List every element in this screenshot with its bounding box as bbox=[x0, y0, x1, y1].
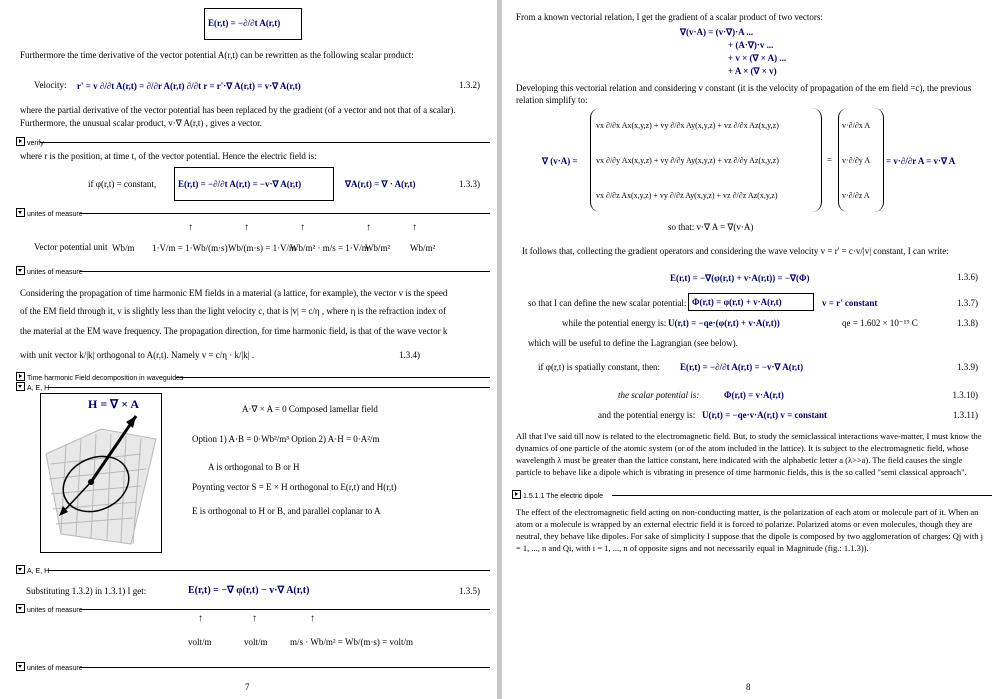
up-arrow-icon: ↑ bbox=[188, 222, 193, 233]
region-units-4-label: unites of measure bbox=[27, 665, 83, 672]
eq-136: E(r,t) = −∇(φ(r,t) + v·A(r,t)) = −∇(Φ) bbox=[670, 273, 810, 283]
region-divider bbox=[612, 495, 992, 496]
eq-1310-number: 1.3.10) bbox=[952, 390, 978, 400]
matrix-lhs: ∇ (v·A) = bbox=[542, 156, 578, 166]
region-divider bbox=[80, 271, 490, 272]
matrix-row: vx ∂/∂y Ax(x,y,z) + vy ∂/∂y Ay(x,y,z) + vz ∂/∂y Az(x,y,z) bbox=[596, 156, 779, 165]
page-right bbox=[502, 0, 999, 699]
collapse-icon[interactable] bbox=[16, 662, 25, 671]
unit-term: 1·V/m = 1·Wb/(m·s) bbox=[152, 243, 228, 253]
paragraph-dipole: The effect of the electromagnetic field acting on non-conducting matter, is the polarization of each atom or molecule part of it. When an atom or a molecule is wrapped by an external electric field it is forced to polarize. Polarized atoms or even molecules, though they are neutral, they behave like dipoles. For sake of simplicity I suppose that the dipole is composed by two agglomeration of charges: Qj with j = 1, ..., n and Qi, with i = 1, ..., n of opposite signs and not necessarily equal in Magnitude (fig.: 1.1.3)). bbox=[516, 507, 984, 553]
region-harmonic-label: Time harmonic Field decomposition in waveguides bbox=[27, 375, 184, 382]
eq-1311: U(r,t) = −qe·v·A(r,t) v = constant bbox=[702, 410, 827, 420]
field-eq-number: 1.3.3) bbox=[459, 179, 480, 189]
unit-term: m/s · Wb/m² = Wb/(m·s) = volt/m bbox=[290, 637, 414, 647]
collapse-icon[interactable] bbox=[16, 604, 25, 613]
note-line-1: where the partial derivative of the vector potential has been replaced by the gradient (of a vector and not that of a scalar). bbox=[20, 105, 456, 115]
intro-text: From a known vectorial relation, I get the gradient of a scalar product of two vectors: bbox=[516, 12, 823, 22]
eq-138-number: 1.3.8) bbox=[957, 318, 978, 328]
electron-charge: qe = 1.602 × 10⁻¹⁹ C bbox=[842, 318, 918, 328]
follows-text: It follows that, collecting the gradient operators and considering the wave velocity v = r' = c·v/|v| constant, I can write: bbox=[522, 246, 949, 256]
paragraph-semiclassical: All that I've said till now is related to the electromagnetic field. But, to study the semiclassical interactions wave-matter, I must know the dynamics of one particle of the atomic system (or of the atom included in the lattice). It is subject to the electromagnetic field, whose wavelength λ must be greater than the lattice constant, here indicated with the alphabetic letter a (λ>>a). The field causes the single particle to behave like a dipole which is vibrating in presence of time harmonic fields, this is the so called "semi classical approach". bbox=[516, 431, 982, 477]
gradient-eq-line: + A × (∇ × v) bbox=[728, 66, 777, 76]
velocity-eq: r' = v ∂/∂t A(r,t) = ∂/∂r A(r,t) ∂/∂t r = r'·∇ A(r,t) = v·∇ A(r,t) bbox=[77, 81, 301, 91]
up-arrow-icon: ↑ bbox=[244, 222, 249, 233]
region-units-label: unites of measure bbox=[27, 211, 83, 218]
gradient-eq-line: + v × (∇ × A) ... bbox=[728, 53, 787, 63]
propagation-line-4: with unit vector k/|k| orthogonal to A(r,t). Namely v = c/η · k/|k| . bbox=[20, 350, 255, 360]
eq-137-constant: v = r' constant bbox=[822, 298, 878, 308]
up-arrow-icon: ↑ bbox=[252, 613, 257, 624]
region-units[interactable] bbox=[16, 208, 83, 219]
propagation-line-1: Considering the propagation of time harmonic EM fields in a material (a lattice, for example), the vector v is the speed bbox=[20, 288, 448, 298]
eq-1311-number: 1.3.11) bbox=[952, 410, 978, 420]
region-units-4[interactable] bbox=[16, 662, 83, 673]
collapse-icon[interactable] bbox=[16, 266, 25, 275]
matrix-rhs-row: v·∂/∂x A bbox=[842, 121, 871, 130]
gradient-eq-line: ∇(v·A) = (v·∇)·A ... bbox=[680, 27, 754, 37]
field-eq: E(r,t) = −∂/∂t A(r,t) = −v·∇ A(r,t) bbox=[178, 179, 302, 189]
figure-title: H = ∇ × A bbox=[88, 397, 140, 411]
up-arrow-icon: ↑ bbox=[198, 613, 203, 624]
note-line-2: Furthermore, the unusual scalar product, v·∇ A(r,t) , gives a vector. bbox=[20, 118, 262, 128]
region-units-3-label: unites of measure bbox=[27, 607, 83, 614]
propagation-line-3: the material at the EM wave frequency. The propagation direction, for time harmonic field, is that of the wave vector k bbox=[20, 326, 448, 336]
collapse-icon[interactable] bbox=[16, 208, 25, 217]
region-verify-label: verify bbox=[27, 140, 44, 147]
eq-top: E(r,t) = −∂/∂t A(r,t) bbox=[208, 18, 281, 28]
region-units-end-label: unites of measure bbox=[27, 269, 83, 276]
collapse-icon[interactable] bbox=[16, 382, 25, 391]
unit-term: Wb/m² · m/s = 1·V/m bbox=[290, 243, 369, 253]
velocity-eq-number: 1.3.2) bbox=[459, 80, 480, 90]
unit-term: Wb/m bbox=[112, 243, 135, 253]
poynting-relation: Poynting vector S = E × H orthogonal to E(r,t) and H(r,t) bbox=[192, 482, 397, 492]
substitution-label: Substituting 1.3.2) in 1.3.1) I get: bbox=[26, 586, 147, 596]
potential-energy-2-label: and the potential energy is: bbox=[598, 410, 696, 420]
region-units-3[interactable] bbox=[16, 604, 83, 615]
equals-sign: = bbox=[827, 155, 833, 165]
up-arrow-icon: ↑ bbox=[310, 613, 315, 624]
region-electric-dipole[interactable] bbox=[512, 490, 603, 501]
up-arrow-icon: ↑ bbox=[300, 222, 305, 233]
unit-term: Wb/m² bbox=[410, 243, 436, 253]
propagation-eq-number: 1.3.4) bbox=[399, 350, 420, 360]
region-aeh-end-label: A, E, H bbox=[27, 568, 50, 575]
relation-coplanar: E is orthogonal to H or B, and parallel coplanar to A bbox=[192, 506, 381, 516]
eq-137: Φ(r,t) = φ(r,t) + v·A(r,t) bbox=[692, 297, 782, 307]
development-line-2: relation simplify to: bbox=[516, 95, 588, 105]
potential-energy-label: while the potential energy is: bbox=[562, 318, 667, 328]
development-line-1: Developing this vectorial relation and considering v constant (it is the velocity of propagation of the em field =c), the previous bbox=[516, 83, 972, 93]
unit-term: volt/m bbox=[188, 637, 212, 647]
page-number: 7 bbox=[245, 682, 250, 692]
relation-lamellar: A·∇ × A = 0 Composed lamellar field bbox=[242, 404, 378, 414]
page-number: 8 bbox=[746, 682, 751, 692]
unit-term: Wb/m² bbox=[365, 243, 391, 253]
relation-options: Option 1) A·B = 0·Wb²/m³ Option 2) A·H = 0·A²/m bbox=[192, 434, 380, 444]
substitution-eq: E(r,t) = −∇ φ(r,t) − v·∇ A(r,t) bbox=[188, 585, 310, 596]
relation-orthogonal: A is orthogonal to B or H bbox=[208, 462, 300, 472]
vector-potential-unit-label: Vector potential unit bbox=[34, 242, 108, 252]
substitution-eq-number: 1.3.5) bbox=[459, 586, 480, 596]
matrix-row: vx ∂/∂x Ax(x,y,z) + vy ∂/∂x Ay(x,y,z) + vz ∂/∂x Az(x,y,z) bbox=[596, 121, 779, 130]
up-arrow-icon: ↑ bbox=[412, 222, 417, 233]
region-units-end[interactable] bbox=[16, 266, 83, 277]
region-divider bbox=[176, 377, 490, 378]
region-electric-dipole-label: 1.5.1.1 The electric dipole bbox=[523, 493, 604, 500]
lagrangian-text: which will be useful to define the Lagrangian (see below). bbox=[528, 338, 738, 348]
matrix-row: vx ∂/∂z Ax(x,y,z) + vy ∂/∂z Ay(x,y,z) + vz ∂/∂z Az(x,y,z) bbox=[596, 191, 778, 200]
gradient-eq-line: + (A·∇)·v ... bbox=[728, 40, 774, 50]
region-divider bbox=[80, 213, 490, 214]
region-divider bbox=[80, 609, 490, 610]
eq-139-number: 1.3.9) bbox=[957, 362, 978, 372]
field-condition: if φ(r,t) = constant, bbox=[88, 179, 157, 189]
up-arrow-icon: ↑ bbox=[366, 222, 371, 233]
lamellar-field-illustration bbox=[41, 394, 161, 552]
region-divider bbox=[40, 142, 490, 143]
propagation-line-2: of the EM field through it, v is slightly less than the light velocity c, that is |v| = c/η , where η is the refraction index of bbox=[20, 306, 447, 316]
eq-136-number: 1.3.6) bbox=[957, 272, 978, 282]
intro-text: Furthermore the time derivative of the vector potential A(r,t) can be rewritten as the following scalar product: bbox=[20, 50, 414, 60]
matrix-rhs-row: v·∂/∂y A bbox=[842, 156, 871, 165]
collapse-icon[interactable] bbox=[16, 565, 25, 574]
eq-137-number: 1.3.7) bbox=[957, 298, 978, 308]
eq-139-condition: if φ(r,t) is spatially constant, then: bbox=[538, 362, 661, 372]
matrix-rhs-row: v·∂/∂z A bbox=[842, 191, 870, 200]
expand-icon[interactable] bbox=[16, 137, 25, 146]
region-aeh-label: A, E, H bbox=[27, 385, 50, 392]
eq-138: U(r,t) = −qe·(φ(r,t) + v·A(r,t)) bbox=[668, 318, 780, 328]
so-that-eq: so that: v·∇ A = ∇(v·A) bbox=[668, 222, 754, 232]
region-divider bbox=[48, 570, 490, 571]
region-divider bbox=[48, 387, 490, 388]
eq-1310: Φ(r,t) = v·A(r,t) bbox=[724, 390, 784, 400]
expand-icon[interactable] bbox=[16, 372, 25, 381]
matrix-tail: = v·∂/∂r A = v·∇ A bbox=[886, 156, 956, 166]
unit-term: volt/m bbox=[244, 637, 268, 647]
scalar-potential-is-label: the scalar potential is: bbox=[618, 390, 700, 400]
eq-139: E(r,t) = −∂/∂t A(r,t) = −v·∇ A(r,t) bbox=[680, 362, 804, 372]
velocity-label: Velocity: bbox=[34, 80, 67, 90]
region-aeh[interactable] bbox=[16, 382, 49, 393]
scalar-potential-label: so that I can define the new scalar potential: bbox=[528, 298, 687, 308]
unit-term: Wb/(m·s) = 1·V/m bbox=[228, 243, 297, 253]
page-left bbox=[0, 0, 497, 699]
expand-icon[interactable] bbox=[512, 490, 521, 499]
field-figure bbox=[40, 393, 162, 553]
field-eq-gradient: ∇A(r,t) = ∇ · A(r,t) bbox=[345, 179, 416, 189]
region-aeh-end[interactable] bbox=[16, 565, 49, 576]
position-text: where r is the position, at time t, of the vector potential. Hence the electric field is: bbox=[20, 151, 317, 161]
region-divider bbox=[80, 667, 490, 668]
